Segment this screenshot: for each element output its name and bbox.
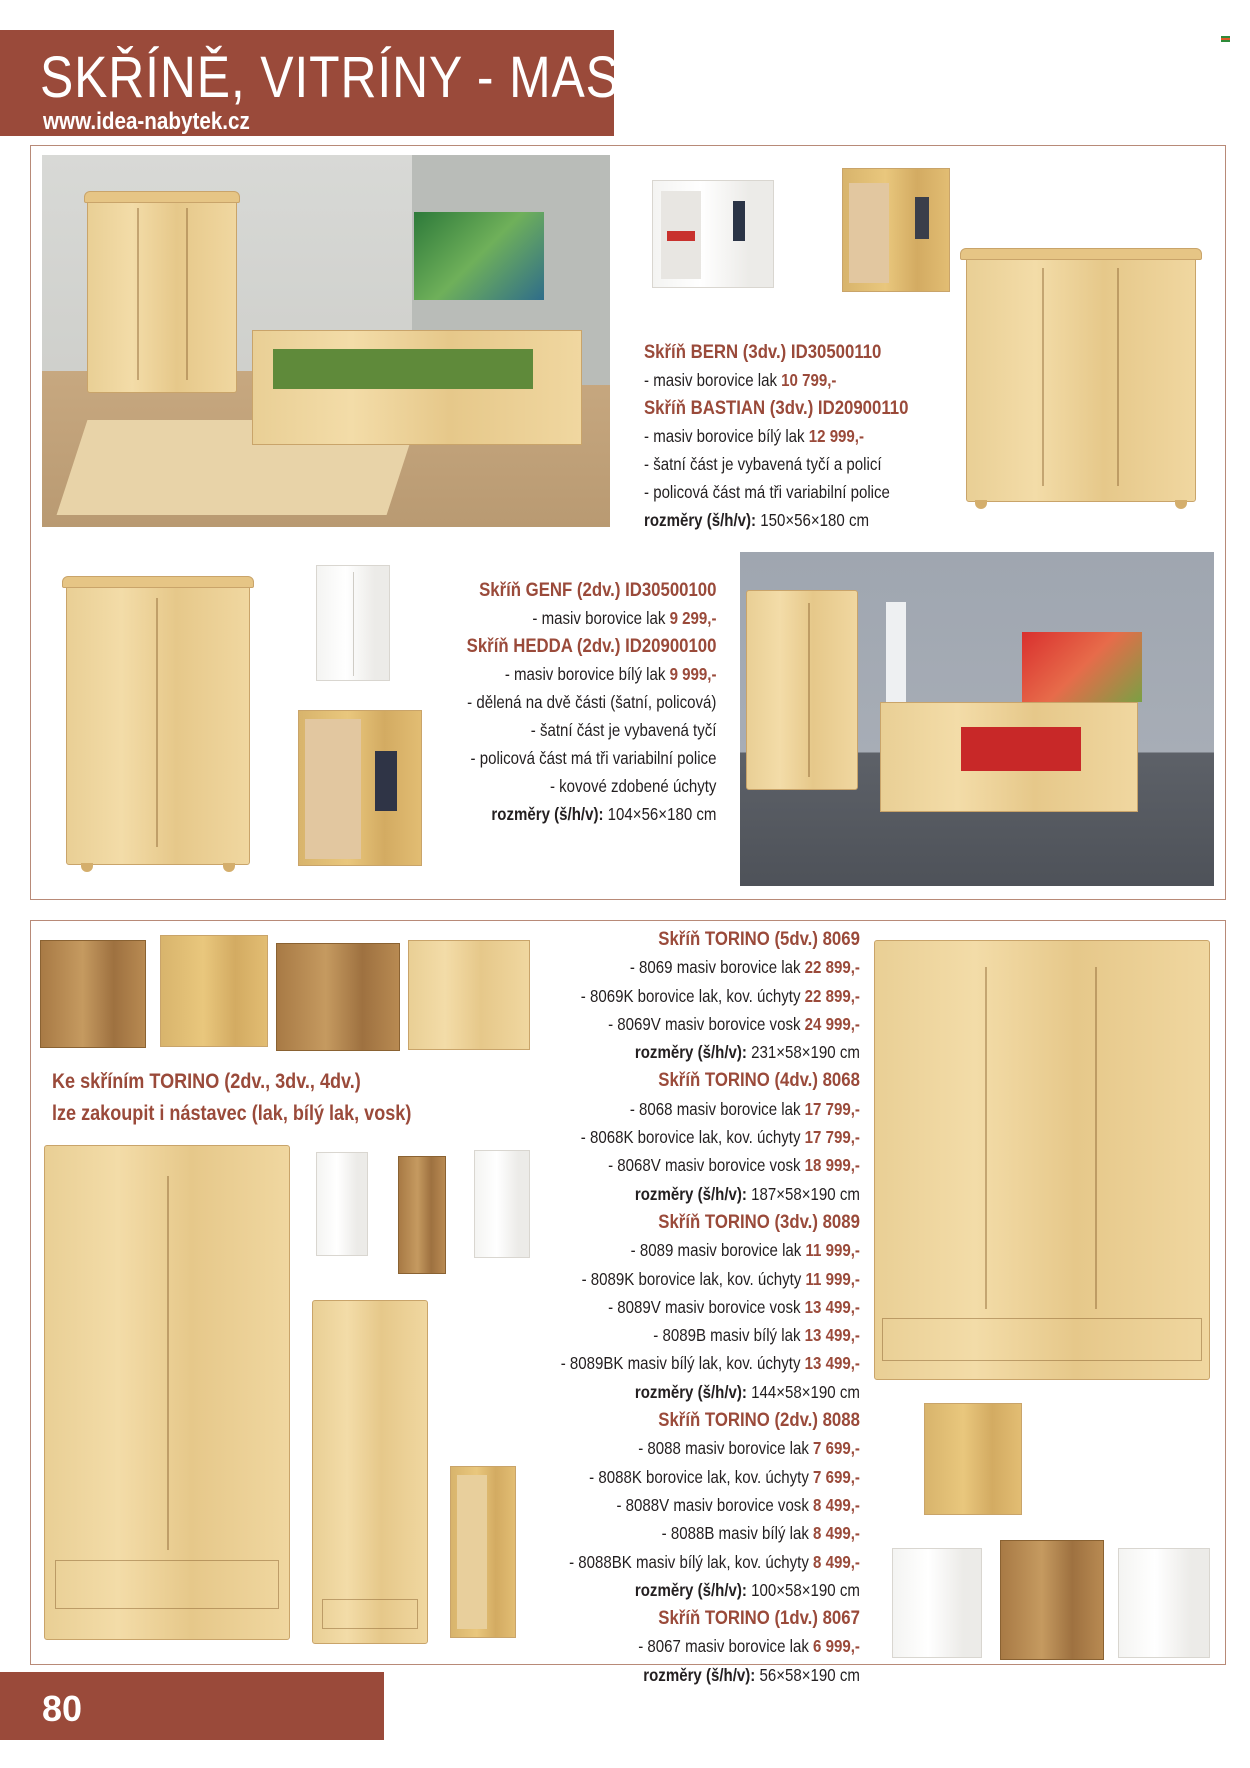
torino-3dv-wax-image: [1000, 1540, 1104, 1660]
torino-item-label: - 8068K borovice lak, kov. úchyty: [580, 1127, 805, 1148]
torino-dims-label: rozměry (š/h/v):: [634, 1183, 748, 1204]
torino-t1-heading: Skříň TORINO (1dv.) 8067: [658, 1607, 860, 1630]
torino-1dv-image: [312, 1300, 428, 1644]
torino-dims-label: rozměry (š/h/v):: [634, 1579, 748, 1600]
torino-item-label: - 8089B masiv bílý lak: [653, 1325, 805, 1346]
torino-item-label: - 8089BK masiv bílý lak, kov. úchyty: [560, 1353, 805, 1374]
torino-item-price: 22 899,-: [804, 957, 860, 978]
torino-t5-item: [561, 982, 860, 1010]
genf-feature-1: - dělená na dvě části (šatní, policová): [466, 692, 716, 712]
genf-feature-2: - šatní část je vybavená tyčí: [530, 720, 716, 740]
bern-line: - masiv borovice lak: [644, 370, 782, 390]
genf-open-image: [298, 710, 422, 866]
genf-heading: Skříň GENF (2dv.) ID30500100: [478, 579, 716, 601]
hedda-line: - masiv borovice bílý lak: [504, 664, 670, 684]
bern-description: [644, 338, 951, 534]
torino-t3-dims: [561, 1378, 860, 1406]
torino-4dv-dark-image: [276, 943, 400, 1051]
torino-item-label: - 8069 masiv borovice lak: [629, 957, 805, 978]
torino-item-price: 13 499,-: [804, 1353, 860, 1374]
torino-item-price: 18 999,-: [804, 1155, 860, 1176]
torino-description: [512, 925, 860, 1689]
torino-item-label: - 8067 masiv borovice lak: [638, 1636, 814, 1657]
torino-item-label: - 8089 masiv borovice lak: [630, 1240, 806, 1261]
genf-dims-label: rozměry (š/h/v):: [490, 804, 604, 824]
torino-item-price: 8 499,-: [813, 1551, 860, 1572]
torino-t4-heading: Skříň TORINO (4dv.) 8068: [658, 1069, 860, 1092]
torino-dims-value: 231×58×190 cm: [747, 1042, 860, 1063]
genf-feature-3: - policová část má tři variabilní police: [470, 748, 716, 768]
website-url[interactable]: www.idea-nabytek.cz: [43, 108, 250, 135]
torino-item-price: 17 799,-: [804, 1098, 860, 1119]
genf-dims-value: 104×56×180 cm: [603, 804, 716, 824]
torino-item-price: 13 499,-: [804, 1296, 860, 1317]
wall-painting: [414, 212, 544, 300]
torino-t3-item: [561, 1321, 860, 1349]
page-number: 80: [42, 1688, 83, 1729]
torino-item-label: - 8069K borovice lak, kov. úchyty: [580, 985, 805, 1006]
torino-t2-item: [561, 1548, 860, 1576]
torino-item-price: 24 999,-: [804, 1013, 860, 1034]
bern-dims-value: 150×56×180 cm: [756, 510, 870, 530]
torino-t2-item: [561, 1519, 860, 1547]
bern-wardrobe-image: [87, 195, 237, 393]
genf-price: 9 299,-: [669, 608, 716, 628]
torino-item-label: - 8068V masiv borovice vosk: [608, 1155, 805, 1176]
torino-t5-item: [561, 1010, 860, 1038]
bern-price: 10 799,-: [781, 370, 837, 390]
torino-item-label: - 8068 masiv borovice lak: [629, 1098, 805, 1119]
torino-2dv-open-image: [924, 1403, 1022, 1515]
torino-item-label: - 8089V masiv borovice vosk: [608, 1296, 805, 1317]
hedda-heading: Skříň HEDDA (2dv.) ID20900100: [466, 635, 716, 657]
torino-item-label: - 8088 masiv borovice lak: [638, 1438, 814, 1459]
genf-wardrobe-in-room: [746, 590, 858, 790]
torino-t2-heading: Skříň TORINO (2dv.) 8088: [658, 1409, 860, 1432]
room-photo-bern: [42, 155, 610, 527]
wall-painting-red: [1022, 632, 1142, 702]
torino-t3-heading: Skříň TORINO (3dv.) 8089: [658, 1210, 860, 1233]
torino-t1-dims: [561, 1661, 860, 1689]
torino-2dv-white-image: [316, 1152, 368, 1256]
torino-t1-item: [561, 1632, 860, 1660]
torino-5dv-lacquer-image: [160, 935, 268, 1047]
torino-5dv-dark-image: [40, 940, 146, 1048]
torino-dims-value: 100×58×190 cm: [747, 1579, 860, 1600]
torino-3dv-white-alt-image: [1118, 1548, 1210, 1658]
torino-item-price: 7 699,-: [813, 1466, 860, 1487]
torino-item-label: - 8088B masiv bílý lak: [661, 1523, 814, 1544]
bastian-white-open-image: [652, 180, 774, 288]
bastian-line: - masiv borovice bílý lak: [644, 426, 809, 446]
bern-feature-2: - policová část má tři variabilní police: [644, 482, 890, 502]
torino-note-line-1: Ke skříním TORINO (2dv., 3dv., 4dv.): [52, 1070, 361, 1093]
torino-t4-item: [561, 1151, 860, 1179]
torino-1dv-nastavec-image: [398, 1156, 446, 1274]
bastian-heading: Skříň BASTIAN (3dv.) ID20900110: [644, 397, 909, 419]
torino-item-price: 8 499,-: [813, 1494, 860, 1515]
bed-image: [252, 330, 582, 445]
page-title: SKŘÍNĚ, VITRÍNY - MASIV: [40, 45, 669, 110]
bern-feature-1: - šatní část je vybavená tyčí a policí: [644, 454, 882, 474]
torino-item-label: - 8088V masiv borovice vosk: [616, 1494, 814, 1515]
torino-t2-dims: [561, 1576, 860, 1604]
torino-note-line-2: lze zakoupit i nástavec (lak, bílý lak, vosk): [52, 1102, 412, 1125]
genf-wardrobe-image: [66, 580, 250, 865]
torino-item-label: - 8088BK masiv bílý lak, kov. úchyty: [569, 1551, 814, 1572]
bern-heading: Skříň BERN (3dv.) ID30500110: [644, 341, 882, 363]
hedda-price: 9 999,-: [669, 664, 716, 684]
bern-dims-label: rozměry (š/h/v):: [644, 510, 757, 530]
torino-t5-heading: Skříň TORINO (5dv.) 8069: [658, 928, 860, 950]
torino-t3-item: [561, 1349, 860, 1377]
torino-t4-dims: [561, 1180, 860, 1208]
hedda-white-image: [316, 565, 390, 681]
torino-dims-label: rozměry (š/h/v):: [643, 1664, 756, 1685]
torino-t2-item: [561, 1434, 860, 1462]
bern-wardrobe-large-image: [966, 252, 1196, 502]
torino-t2-item: [561, 1491, 860, 1519]
torino-item-price: 22 899,-: [804, 985, 860, 1006]
torino-addon-note: [52, 1066, 411, 1130]
genf-feature-4: - kovové zdobené úchyty: [549, 776, 716, 796]
torino-item-label: - 8069V masiv borovice vosk: [608, 1013, 805, 1034]
torino-item-price: 8 499,-: [813, 1523, 860, 1544]
torino-t4-item: [561, 1095, 860, 1123]
torino-item-label: - 8089K borovice lak, kov. úchyty: [581, 1268, 806, 1289]
torino-2dv-large-image: [44, 1145, 290, 1640]
torino-dims-value: 187×58×190 cm: [747, 1183, 860, 1204]
torino-t3-item: [561, 1293, 860, 1321]
torino-item-price: 17 799,-: [804, 1127, 860, 1148]
torino-dims-value: 144×58×190 cm: [747, 1381, 860, 1402]
torino-item-price: 6 999,-: [813, 1636, 860, 1657]
torino-item-price: 7 699,-: [813, 1438, 860, 1459]
torino-t5-item: [561, 953, 860, 981]
torino-item-price: 11 999,-: [805, 1268, 860, 1289]
torino-3dv-white-image: [892, 1548, 982, 1658]
torino-t4-item: [561, 1123, 860, 1151]
genf-description: [426, 576, 716, 828]
bern-open-image: [842, 168, 950, 292]
room-photo-genf: [740, 552, 1214, 886]
torino-item-price: 13 499,-: [804, 1325, 860, 1346]
torino-item-price: 11 999,-: [805, 1240, 860, 1261]
torino-t3-item: [561, 1265, 860, 1293]
corner-color-mark: [1221, 36, 1230, 43]
torino-t2-item: [561, 1463, 860, 1491]
torino-1dv-open-image: [450, 1466, 516, 1638]
bastian-price: 12 999,-: [808, 426, 864, 446]
torino-t3-item: [561, 1236, 860, 1264]
torino-item-label: - 8088K borovice lak, kov. úchyty: [589, 1466, 814, 1487]
genf-line: - masiv borovice lak: [531, 608, 670, 628]
torino-3dv-large-image: [874, 940, 1210, 1380]
torino-dims-label: rozměry (š/h/v):: [634, 1381, 748, 1402]
torino-t5-dims: [561, 1038, 860, 1066]
torino-dims-label: rozměry (š/h/v):: [634, 1042, 748, 1063]
daybed-image: [880, 702, 1138, 812]
torino-dims-value: 56×58×190 cm: [755, 1664, 860, 1685]
